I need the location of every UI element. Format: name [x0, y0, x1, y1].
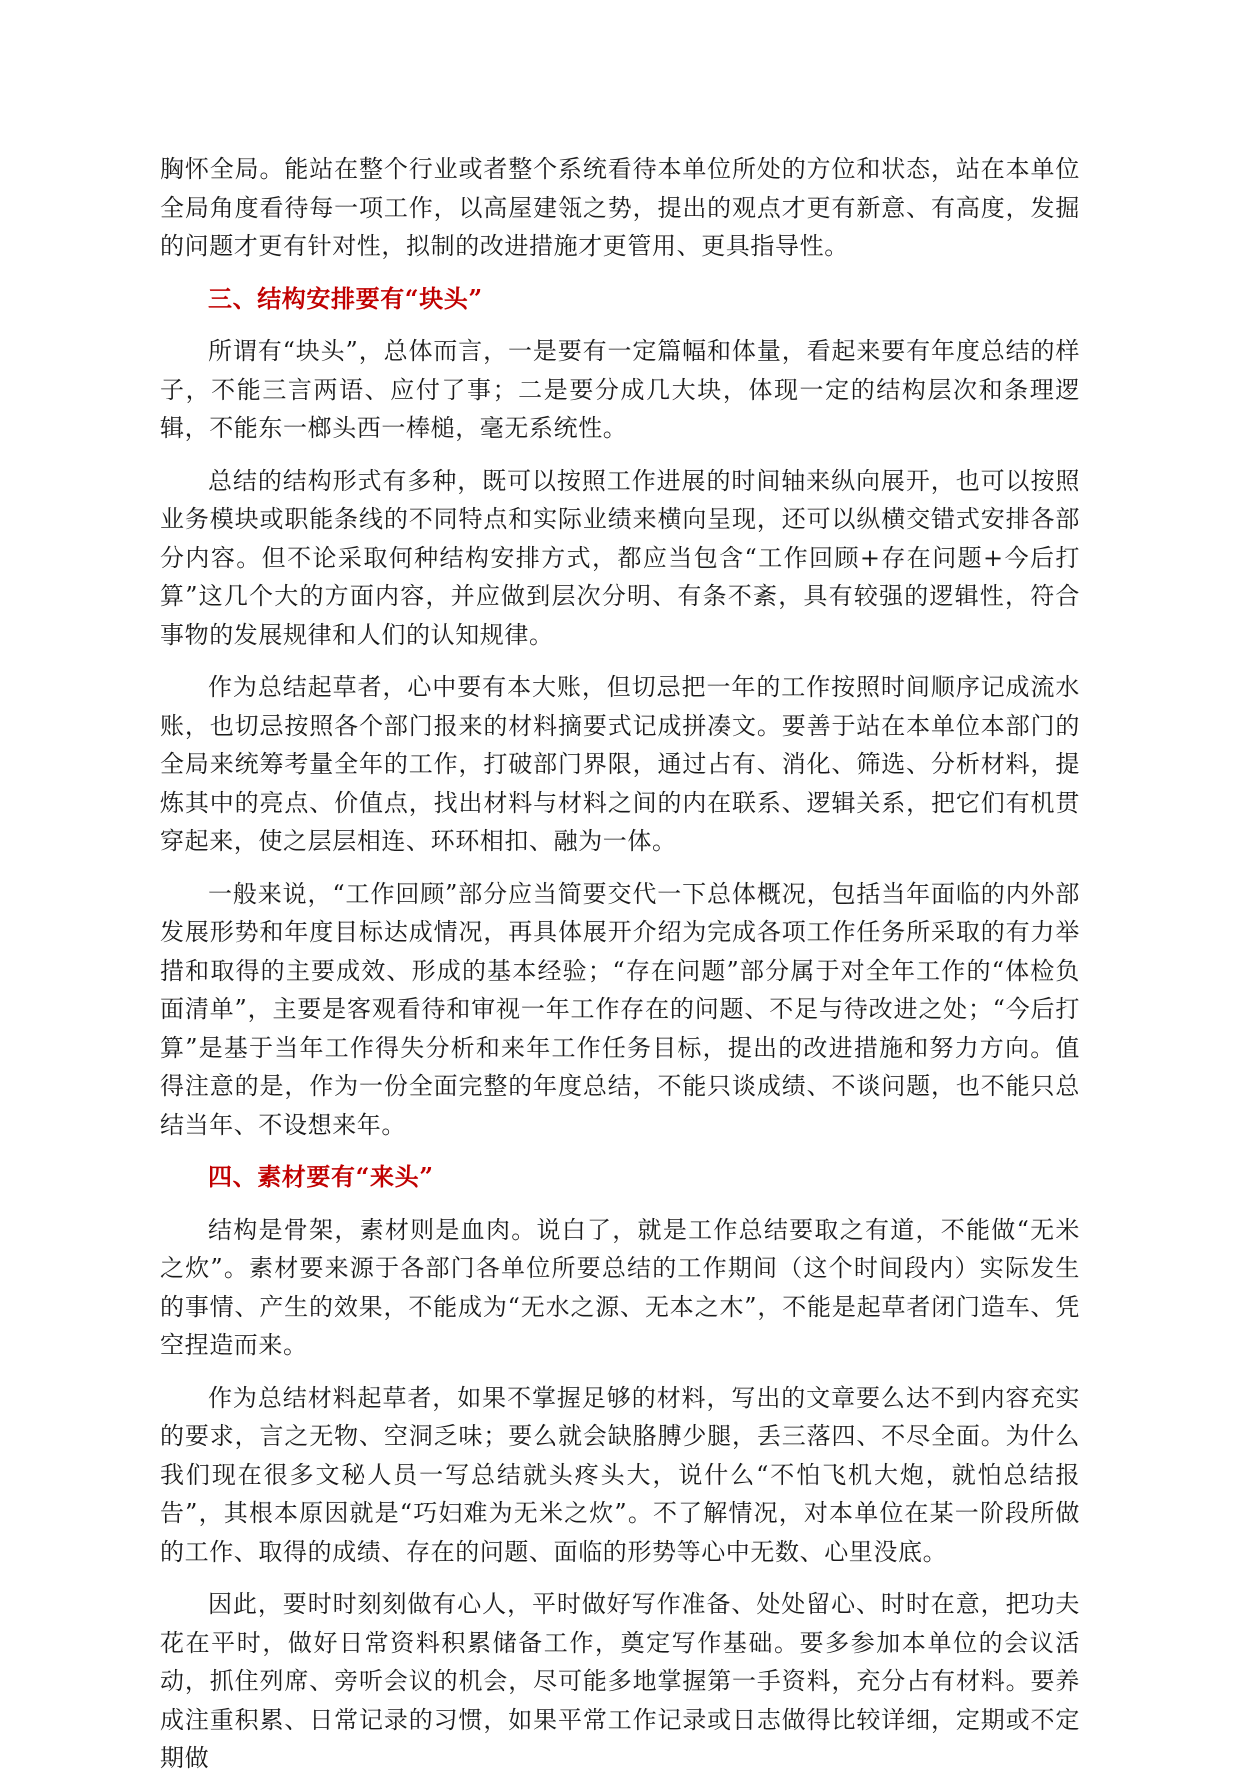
section-heading-3: 三、结构安排要有“块头”: [208, 283, 483, 313]
document-page: [160, 150, 1080, 1792]
paragraph: 作为总结起草者，心中要有本大账，但切忌把一年的工作按照时间顺序记成流水账，也切忌按照各个部门报来的材料摘要式记成拼凑文。要善于站在本单位本部门的全局来统筹考量全年的工作，打破部门界限，通过占有、消化、筛选、分析材料，提炼其中的亮点、价值点，找出材料与材料之间的内在联系、逻辑关系，把它们有机贯穿起来，使之层层相连、环环相扣、融为一体。: [160, 673, 1080, 855]
paragraph: 结构是骨架，素材则是血肉。说白了，就是工作总结要取之有道，不能做“无米之炊”。素材要来源于各部门各单位所要总结的工作期间（这个时间段内）实际发生的事情、产生的效果，不能成为“无水之源、无本之木”，不能是起草者闭门造车、凭空捏造而来。: [160, 1215, 1080, 1359]
paragraph: 作为总结材料起草者，如果不掌握足够的材料，写出的文章要么达不到内容充实的要求，言之无物、空洞乏味；要么就会缺胳膊少腿，丢三落四、不尽全面。为什么我们现在很多文秘人员一写总结就头疼头大，说什么“不怕飞机大炮，就怕总结报告”，其根本原因就是“巧妇难为无米之炊”。不了解情况，对本单位在某一阶段所做的工作、取得的成绩、存在的问题、面临的形势等心中无数、心里没底。: [160, 1383, 1080, 1566]
section-heading-4: 四、素材要有“来头”: [208, 1162, 434, 1191]
paragraph: 所谓有“块头”，总体而言，一是要有一定篇幅和体量，看起来要有年度总结的样子，不能三言两语、应付了事；二是要分成几大块，体现一定的结构层次和条理逻辑，不能东一榔头西一棒槌，毫无系统性。: [160, 337, 1080, 442]
paragraph: 因此，要时时刻刻做有心人，平时做好写作准备、处处留心、时时在意，把功夫花在平时，做好日常资料积累储备工作，奠定写作基础。要多参加本单位的会议活动，抓住列席、旁听会议的机会，尽可能多地掌握第一手资料，充分占有材料。要养成注重积累、日常记录的习惯，如果平常工作记录或日志做得比较详细，定期或不定期做: [160, 1590, 1080, 1772]
paragraph: 总结的结构形式有多种，既可以按照工作进展的时间轴来纵向展开，也可以按照业务模块或职能条线的不同特点和实际业绩来横向呈现，还可以纵横交错式安排各部分内容。但不论采取何种结构安排方式，都应当包含“工作回顾+存在问题+今后打算”这几个大的方面内容，并应做到层次分明、有条不紊，具有较强的逻辑性，符合事物的发展规律和人们的认知规律。: [160, 466, 1080, 649]
paragraph: 一般来说，“工作回顾”部分应当简要交代一下总体概况，包括当年面临的内外部发展形势和年度目标达成情况，再具体展开介绍为完成各项工作任务所采取的有力举措和取得的主要成效、形成的基本经验；“存在问题”部分属于对全年工作的“体检负面清单”，主要是客观看待和审视一年工作存在的问题、不足与待改进之处；“今后打算”是基于当年工作得失分析和来年工作任务目标，提出的改进措施和努力方向。值得注意的是，作为一份全面完整的年度总结，不能只谈成绩、不谈问题，也不能只总结当年、不设想来年。: [160, 879, 1080, 1139]
paragraph: 胸怀全局。能站在整个行业或者整个系统看待本单位所处的方位和状态，站在本单位全局角度看待每一项工作，以高屋建瓴之势，提出的观点才更有新意、有高度，发掘的问题才更有针对性，拟制的改进措施才更管用、更具指导性。: [160, 155, 1080, 260]
